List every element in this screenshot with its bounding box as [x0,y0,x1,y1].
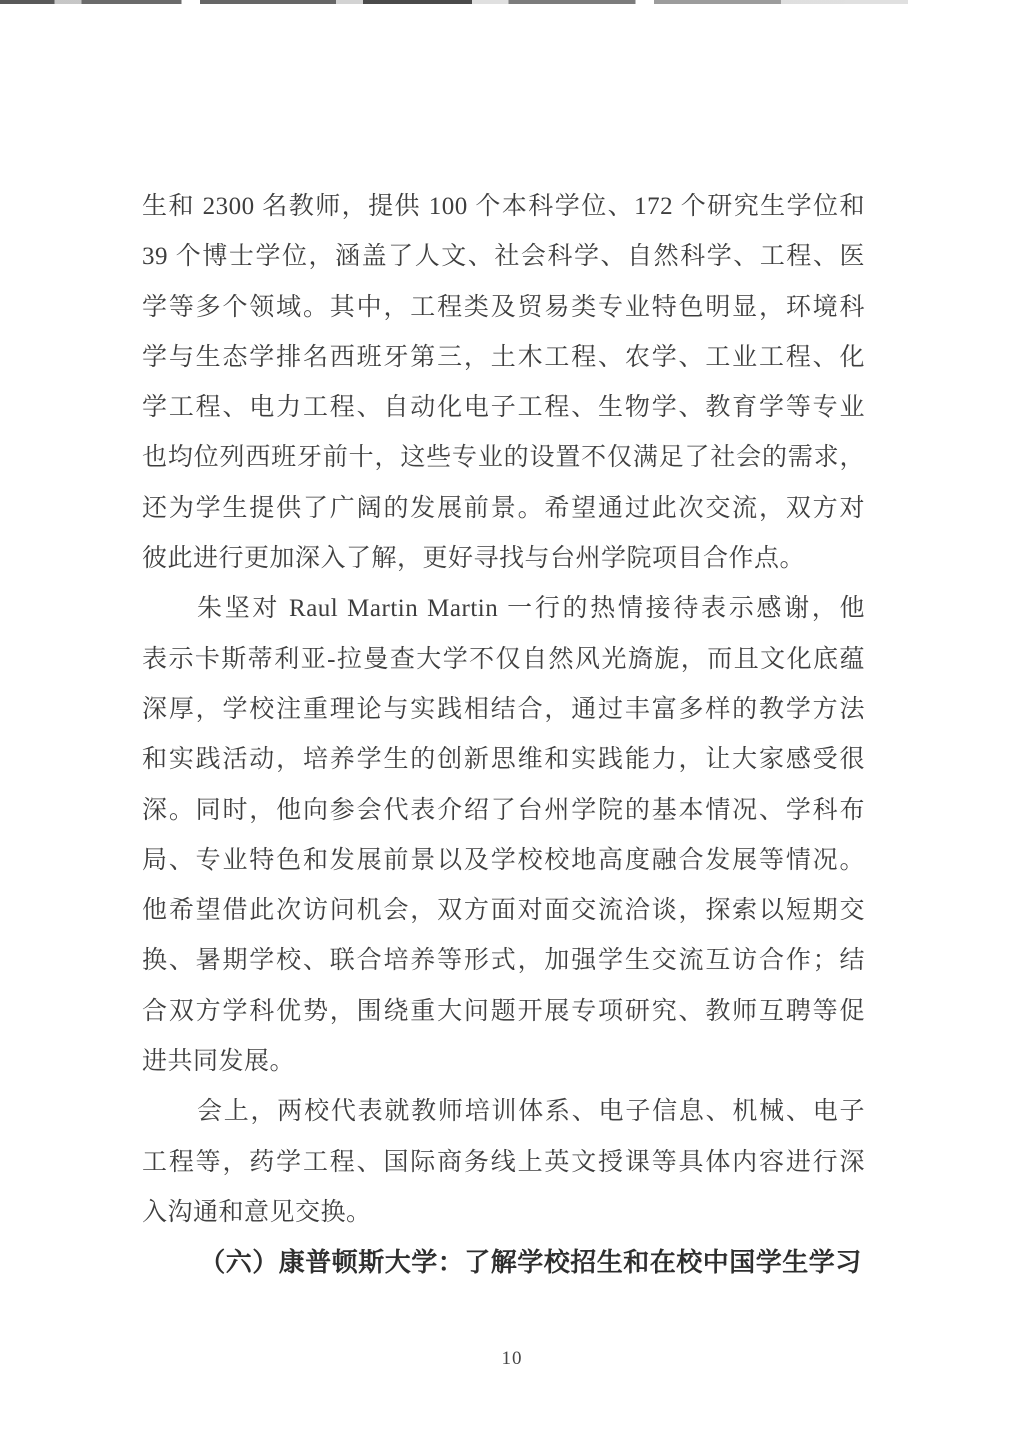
text-line: 也均位列西班牙前十，这些专业的设置不仅满足了社会的需求， [142,444,865,472]
text-line: 朱坚对 Raul Martin Martin 一行的热情接待表示感谢，他 [197,595,865,623]
text-line: 深厚，学校注重理论与实践相结合，通过丰富多样的教学方法 [142,695,865,723]
scan-edge-artifact [0,0,908,4]
text-line: 表示卡斯蒂利亚-拉曼查大学不仅自然风光旖旎，而且文化底蕴 [142,645,865,673]
text-line: 合双方学科优势，围绕重大问题开展专项研究、教师互聘等促 [142,997,865,1025]
text-line: 学与生态学排名西班牙第三，土木工程、农学、工业工程、化 [142,343,865,371]
text-line: 入沟通和意见交换。 [142,1198,372,1226]
text-line: 学等多个领域。其中，工程类及贸易类专业特色明显，环境科 [142,293,865,321]
document-body [142,182,865,1289]
text-line: 他希望借此次访问机会，双方面对面交流洽谈，探索以短期交 [142,897,865,925]
section-heading: （六）康普顿斯大学：了解学校招生和在校中国学生学习 [199,1248,862,1278]
text-line: 会上，两校代表就教师培训体系、电子信息、机械、电子 [197,1098,865,1126]
text-line: 工程等，药学工程、国际商务线上英文授课等具体内容进行深 [142,1148,865,1176]
page-number: 10 [501,1348,523,1369]
text-line: 生和 2300 名教师，提供 100 个本科学位、172 个研究生学位和 [142,193,865,220]
text-line: 学工程、电力工程、自动化电子工程、生物学、教育学等专业 [142,394,865,422]
text-line: 深。同时，他向参会代表介绍了台州学院的基本情况、学科布 [142,796,865,824]
text-line: 和实践活动，培养学生的创新思维和实践能力，让大家感受很 [142,746,865,774]
text-line: 39 个博士学位，涵盖了人文、社会科学、自然科学、工程、医 [142,243,865,271]
text-line: 换、暑期学校、联合培养等形式，加强学生交流互访合作；结 [142,947,865,975]
text-line: 局、专业特色和发展前景以及学校校地高度融合发展等情况。 [142,846,865,874]
text-line: 进共同发展。 [142,1048,296,1076]
text-line: 还为学生提供了广阔的发展前景。希望通过此次交流，双方对 [142,494,865,522]
text-line: 彼此进行更加深入了解，更好寻找与台州学院项目合作点。 [142,545,806,573]
